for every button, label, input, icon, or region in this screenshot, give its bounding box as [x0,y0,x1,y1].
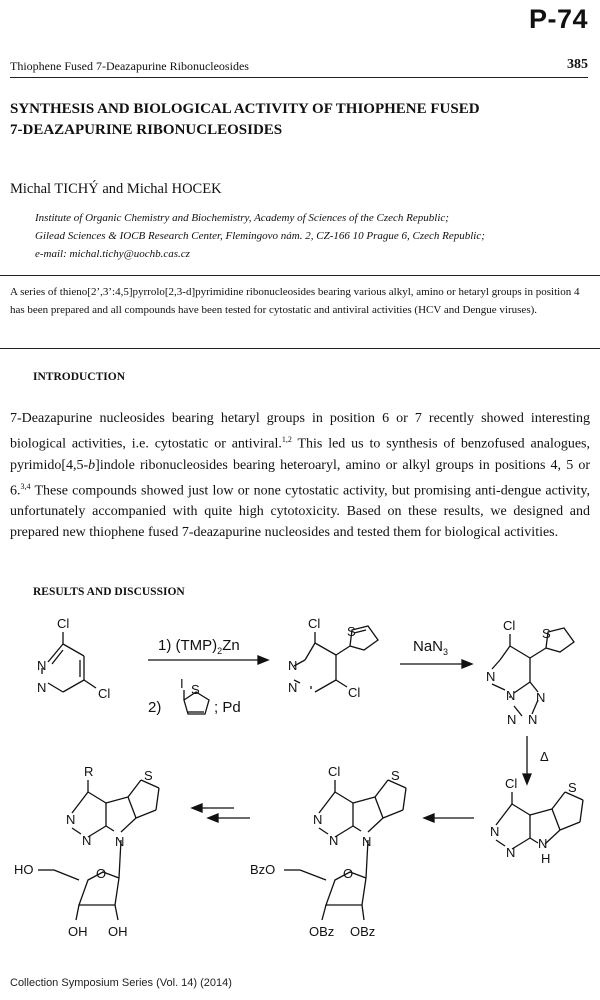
atom-s: S [144,768,153,783]
footer-citation: Collection Symposium Series (Vol. 14) (2014) [10,977,232,989]
reaction-arrow-head [258,656,268,664]
reagent-nan3: NaN$_3$ [413,638,449,657]
atom-s: S [568,780,577,795]
atom-cl: Cl [348,685,361,700]
reagent-tmpzn: 1) $(TMP)_2Zn$ [158,637,240,656]
atom-cl: Cl [308,616,321,631]
atom-obz: OBz [309,924,335,939]
atom-n: N [486,669,496,684]
authors: Michal TICHÝ and Michal HOCEK [10,181,222,197]
atom-n: N [507,712,517,727]
affiliation-1: Institute of Organic Chemistry and Biochemistry, Academy of Sciences of the Czech Republic; [35,212,449,224]
atom-r: R [84,764,94,779]
reaction-arrow-head [462,660,472,668]
heat-symbol: Δ [540,749,549,764]
atom-n: N [37,680,47,695]
reaction-step-1 [148,637,268,716]
title-line-1: SYNTHESIS AND BIOLOGICAL ACTIVITY OF THIOPHENE FUSED [10,101,480,117]
introduction-heading: INTRODUCTION [33,371,126,383]
header-rule [10,77,588,78]
atom-s: S [191,682,200,697]
atom-o: O [343,866,354,881]
atom-n: N [528,712,538,727]
running-title: Thiophene Fused 7-Deazapurine Ribonucleosides [10,59,249,73]
atom-n: N [329,833,339,848]
reaction-step-glycosylation [424,814,474,822]
atom-n: N [288,658,298,673]
title-line-2: 7-DEAZAPURINE RIBONUCLEOSIDES [10,122,283,138]
atom-h: H [541,851,551,866]
tetrazolo-pyrimidine-structure [486,618,574,727]
atom-s: S [391,768,400,783]
introduction-paragraph [10,408,590,543]
protected-nucleoside-structure [250,764,406,939]
results-heading: RESULTS AND DISCUSSION [33,586,185,598]
atom-cl: Cl [328,764,341,779]
atom-n: N [536,690,546,705]
reaction-arrow-head [208,814,218,822]
page-label: P-74 [528,4,588,34]
reaction-step-heat [523,736,549,784]
atom-n: N [115,834,125,849]
thienyl-pyrimidine-structure [288,616,378,700]
dichloropyrimidine-structure [37,616,110,701]
thienopyrrolopyrimidine-structure [490,776,583,866]
atom-ho: HO [14,862,34,877]
paper-title [10,99,585,141]
atom-cl: Cl [98,686,111,701]
atom-oh: OH [108,924,128,939]
affiliation-2: Gilead Sciences & IOCB Research Center, Flemingovo nám. 2, CZ-166 10 Prague 6, Czech Republic; [35,230,485,242]
step-2-number: 2) [148,699,162,716]
intro-italic-b: b [88,457,96,473]
atom-obz: OBz [350,924,376,939]
atom-i: I [180,676,184,691]
atom-s: S [347,624,356,639]
atom-n: N [66,812,76,827]
reference-1-2: 1,2 [281,435,292,444]
reference-3-4: 3,4 [20,481,31,491]
final-nucleoside-structure [14,764,159,939]
reagent-pd: ; Pd [214,699,241,716]
atom-cl: Cl [503,618,516,633]
atom-n: N [288,680,298,695]
atom-bzo: BzO [250,862,276,877]
atom-o: O [96,866,107,881]
reaction-step-azide [400,638,472,668]
reaction-arrow-head [424,814,434,822]
intro-text-2: This led us to synthesis of benzofused analogues, pyrimido[4,5- [10,436,590,473]
abstract-bottom-rule [0,348,600,349]
reaction-scheme [0,610,600,972]
intro-text-1: 7-Deazapurine nucleosides bearing hetaryl groups in position 6 or 7 recently showed interesting biological activities, i.e. cytostatic or antiviral. [10,411,590,452]
atom-n: N [37,658,47,673]
atom-n: N [506,845,516,860]
abstract: A series of thieno[2’,3’:4,5]pyrrolo[2,3-d]pyrimidine ribonucleosides bearing various alkyl, amino or hetaryl groups in position 4 has been prepared and all compounds have been tested for cytostatic and antiviral activities (HCV and Dengue viruses). [10,286,580,316]
intro-text-4: These compounds showed just low or none cytostatic activity, but promising anti-dengue activity, unfortunately accompanied with quite high cytotoxicity. Based on these results, we designed and prepared new thiophene fused 7-deazapurine nucleosides and tested them for biological activities. [10,483,590,541]
atom-n: N [490,824,500,839]
atom-n: N [538,836,548,851]
atom-n: N [506,688,516,703]
abstract-top-rule [0,275,600,276]
atom-cl: Cl [57,616,70,631]
page-number: 385 [567,57,588,72]
author-email: e-mail: michal.tichy@uochb.cas.cz [35,248,190,260]
affiliations [35,209,590,263]
intro-text-3: ]indole ribonucleosides bearing heteroaryl, amino or alkyl groups in positions 4, 5 or 6. [10,457,590,499]
atom-n: N [362,834,372,849]
atom-cl: Cl [505,776,518,791]
reaction-step-final [192,804,250,822]
atom-n: N [82,833,92,848]
atom-n: N [313,812,323,827]
reaction-arrow-head [523,774,531,784]
atom-s: S [542,626,551,641]
reaction-arrow-head [192,804,202,812]
atom-oh: OH [68,924,88,939]
